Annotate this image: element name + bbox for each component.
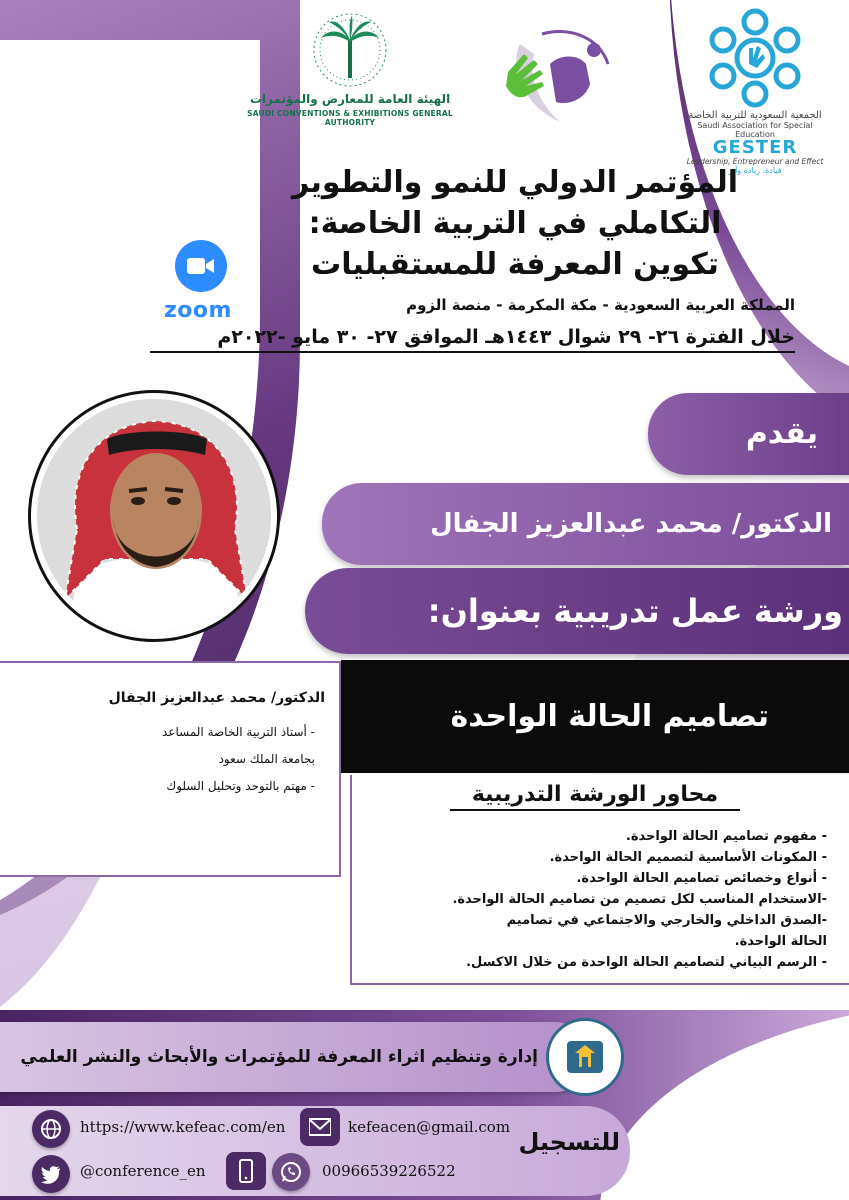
list-item: - أنواع وخصائص تصاميم الحالة الواحدة. <box>576 871 827 886</box>
twitter-icon <box>32 1155 70 1193</box>
gester-emblem-icon <box>705 8 805 108</box>
saudi-authority-logo <box>240 10 460 135</box>
list-item: - المكونات الأساسية لتصميم الحالة الواحدة. <box>549 850 827 865</box>
phone-number[interactable]: 00966539226522 <box>322 1162 456 1180</box>
email-icon <box>300 1108 340 1146</box>
organizer-logo <box>546 1018 624 1096</box>
mobile-phone-icon <box>226 1152 266 1190</box>
whatsapp-icon <box>272 1153 310 1191</box>
bio-line-2: بجامعة الملك سعود <box>218 752 315 766</box>
workshop-title-box: تصاميم الحالة الواحدة <box>341 660 849 773</box>
workshop-axes-list <box>355 826 827 973</box>
email-link[interactable]: kefeacen@gmail.com <box>348 1118 511 1136</box>
conference-location: المملكة العربية السعودية - مكة المكرمة - منصة الزوم <box>406 296 795 314</box>
gester-name-ar: الجمعية السعودية للتربية الخاصة <box>688 110 822 121</box>
saudi-authority-name-ar: الهيئة العامة للمعارض والمؤتمرات <box>249 92 451 106</box>
conference-title <box>230 162 800 285</box>
bio-line-3: - مهتم بالتوحد وتحليل السلوك <box>166 779 315 793</box>
conference-period: خلال الفترة ٢٦- ٢٩ شوال ١٤٤٣هـ الموافق ٢٧- ٣٠ مايو -٢٠٢٢م <box>150 326 795 353</box>
organizer-emblem-icon <box>561 1033 609 1081</box>
presenter-photo-frame <box>28 390 280 642</box>
bio-line-1: - أستاذ التربية الخاصة المساعد <box>162 725 315 739</box>
bio-name: الدكتور/ محمد عبدالعزيز الجفال <box>108 690 325 706</box>
gester-tagline-ar: قيادة، ريادة وأثر <box>728 166 782 175</box>
list-item: الحالة الواحدة. <box>734 934 827 949</box>
hands-icon <box>490 24 615 134</box>
workshop-label-pill: ورشة عمل تدريبية بعنوان: <box>305 568 849 654</box>
list-item: - الرسم البياني لتصاميم الحالة الواحدة من خلال الاكسل. <box>466 955 827 970</box>
hands-logo <box>490 24 615 134</box>
list-item: - مفهوم تصاميم الحالة الواحدة. <box>625 829 827 844</box>
globe-icon <box>32 1110 70 1148</box>
list-item: -الاستخدام المناسب لكل تصميم من تصاميم الحالة الواحدة. <box>452 892 827 907</box>
organizer-text: إدارة وتنظيم اثراء المعرفة للمؤتمرات والأبحاث والنشر العلمي <box>20 1047 538 1067</box>
organizer-bar <box>0 1022 590 1092</box>
register-label: للتسجيل <box>518 1128 620 1156</box>
website-link[interactable]: https://www.kefeac.com/en <box>80 1118 286 1136</box>
title-line-1: المؤتمر الدولي للنمو والتطوير <box>291 165 739 200</box>
presents-pill: يقدم <box>648 393 849 475</box>
presenter-name-pill: الدكتور/ محمد عبدالعزيز الجفال <box>322 483 849 565</box>
gester-logo <box>680 8 830 178</box>
gester-name-en: Saudi Association for Special Education <box>697 121 813 139</box>
zoom-label: zoom <box>164 298 232 323</box>
gester-brand: GESTER <box>712 137 798 158</box>
twitter-handle[interactable]: @conference_en <box>80 1162 206 1180</box>
zoom-icon <box>175 240 227 292</box>
presenter-portrait-icon <box>37 399 271 633</box>
list-item: -الصدق الداخلي والخارجي والاجتماعي في تصاميم <box>506 913 827 928</box>
title-line-2: التكاملي في التربية الخاصة: <box>308 206 722 241</box>
palm-tree-icon <box>305 10 395 90</box>
saudi-authority-name-en: SAUDI CONVENTIONS & EXHIBITIONS GENERAL AUTHORITY <box>247 109 453 127</box>
gester-tagline-en: Leadership, Entrepreneur and Effect <box>686 157 824 166</box>
title-line-3: تكوين المعرفة للمستقبليات <box>311 247 719 282</box>
workshop-axes-title: محاور الورشة التدريبية <box>450 782 740 811</box>
presenter-photo <box>37 399 271 633</box>
